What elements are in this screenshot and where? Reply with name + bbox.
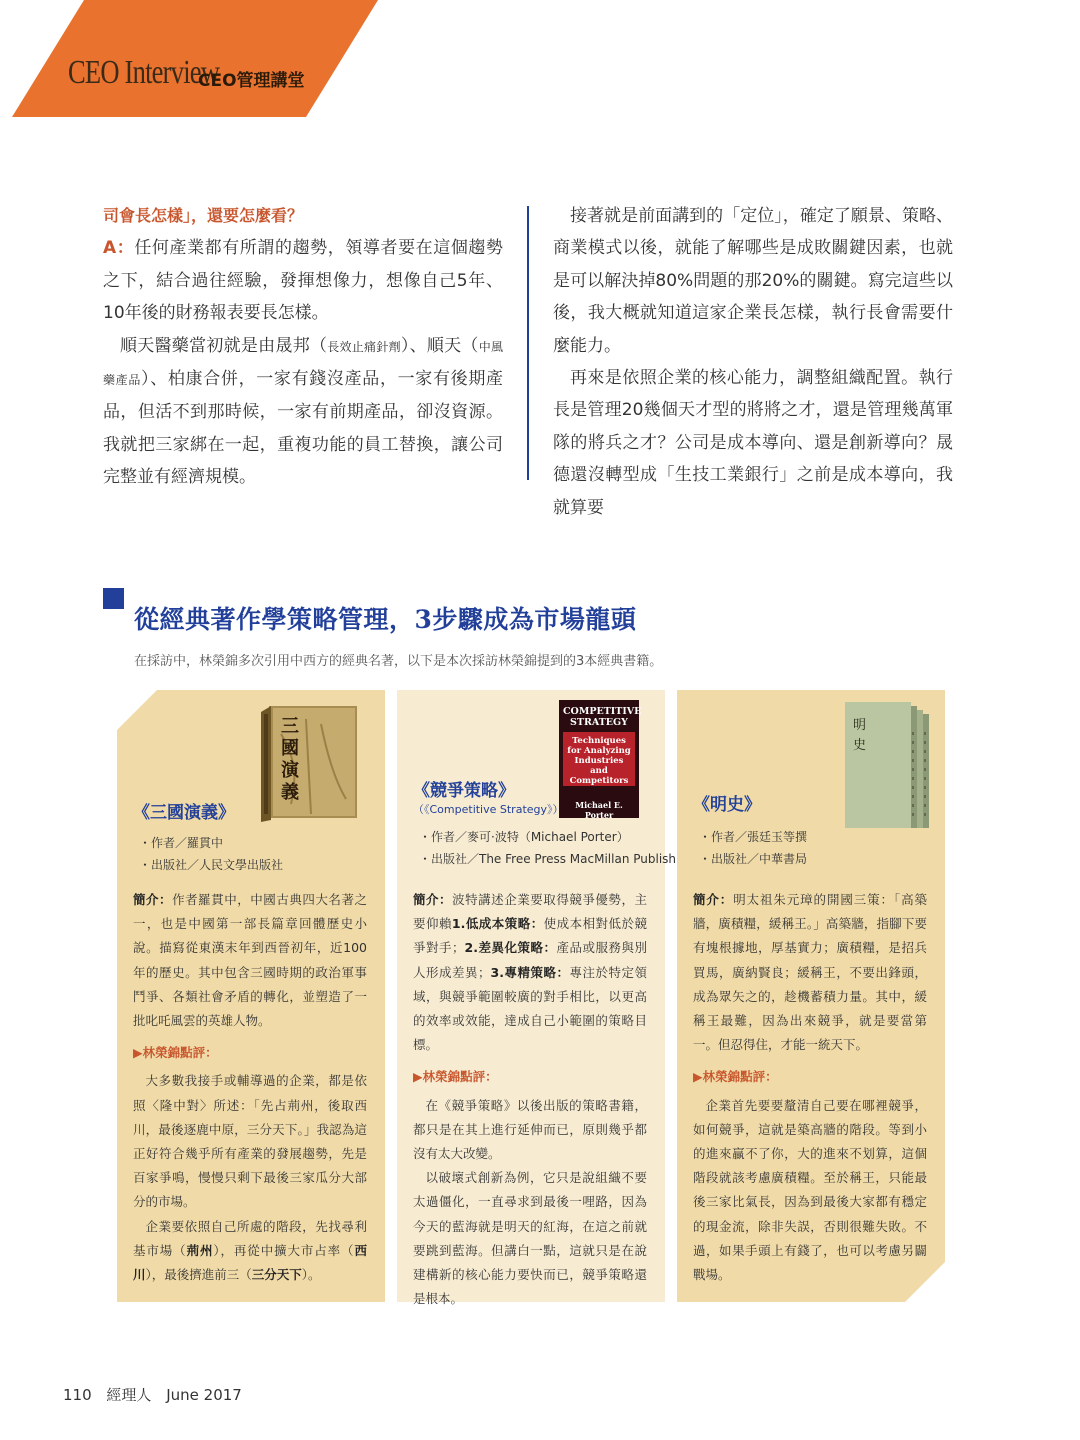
comment-text-4: ）。	[301, 1267, 321, 1283]
intro-key-3: 3.專精策略：	[490, 964, 570, 980]
merger-note-1: 長效止痛針劑	[327, 339, 401, 354]
book-author: ・作者／麥可·波特（Michael Porter）	[419, 830, 629, 844]
intro-text: 明太祖朱元璋的開國三策：「高築牆，廣積糧，緩稱王。」高築牆，指腳下要有塊根據地，厚基實力；廣積糧，是招兵買馬，廣納賢良；緩稱王，不要出鋒頭，成為眾矢之的，趁機蓄積力量。其中，緩稱王最難，因為出來競爭，就是要當第一。但忍得住，才能一統天下。	[693, 892, 927, 1053]
book-publisher: ・出版社／The Free Press MacMillan Publish	[419, 852, 677, 866]
comment-paragraph-2: 以破壞式創新為例，它只是說組織不要太過僵化，一直尋求到最後一哩路，因為今天的藍海就是明天的紅海，在這之前就要跳到藍海。但講白一點，這就只是在說建構新的核心能力要快而已，競爭策略還是根本。	[413, 1170, 647, 1307]
book-body-competitive-strategy	[413, 888, 647, 1311]
book-cover-competitive-strategy	[559, 700, 642, 820]
comment-heading: ▶林榮錦點評：	[413, 1069, 498, 1085]
book-card-sanguo	[117, 690, 385, 1302]
book-meta-mingshi	[699, 826, 807, 870]
comment-note-2: 西川	[133, 1242, 367, 1283]
book-body-sanguo	[133, 888, 367, 1287]
book-cover-mingshi	[845, 702, 931, 832]
intro-text: 作者羅貫中，中國古典四大名著之一，也是中國第一部長篇章回體歷史小說。描寫從東漢末年到西晉初年，近100年的歷史。其中包含三國時期的政治軍事鬥爭、各類社會矛盾的轉化，並塑造了一批叱吒風雲的英雄人物。	[133, 892, 367, 1029]
book-meta-competitive-strategy	[419, 826, 676, 870]
comment-text-2: ），再從中擴大市占率（	[213, 1242, 355, 1258]
book-title-en: （《Competitive Strategy》）	[413, 803, 564, 816]
section-title: 從經典著作學策略管理，3步驟成為市場龍頭	[134, 605, 637, 634]
section-banner	[0, 0, 380, 120]
book-card-mingshi	[677, 690, 945, 1302]
book-title-competitive-strategy: 《競爭策略》	[413, 781, 515, 801]
book-author: ・作者／張廷玉等撰	[699, 830, 808, 844]
section-marker	[103, 588, 124, 609]
merger-text-1: 順天醫藥當初就是由晟邦（	[120, 335, 328, 356]
book-author: ・作者／羅貫中	[139, 836, 224, 850]
intro-text-4: 專注於特定領域，與競爭範圍較廣的對手相比，以更高的效率或效能，達成自己小範圍的策略目標。	[413, 964, 647, 1053]
merger-text-2: ）、順天（	[400, 335, 479, 356]
intro-key-1: 1.低成本策略：	[451, 916, 544, 932]
banner-title-zh: CEO管理講堂	[198, 71, 305, 91]
comment-heading: ▶林榮錦點評：	[693, 1069, 778, 1085]
answer-mark: A：	[103, 238, 135, 259]
comment-paragraph-1: 在《競爭策略》以後出版的策略書籍，都只是在其上進行延伸而已，原則幾乎都沒有太大改變。	[413, 1097, 647, 1162]
page-footer	[63, 1384, 242, 1405]
cover-subtitle: Techniques for Analyzing Industries and Competitors	[567, 736, 631, 786]
book-card-competitive-strategy	[397, 690, 677, 1307]
intro-text-1: 波特講述企業要取得競爭優勢，主要仰賴	[413, 892, 647, 932]
intro-label: 簡介：	[693, 892, 734, 907]
banner-title-en: CEO Interview	[68, 54, 220, 91]
book-title-sanguo: 《三國演義》	[133, 803, 235, 823]
book-title-mingshi: 《明史》	[693, 795, 761, 815]
book-intro	[693, 888, 927, 1057]
comment-paragraph-1: 大多數我接手或輔導過的企業，都是依照〈隆中對〉所述：「先占荊州，後取西川，最後逐鹿中原，三分天下。」我認為這正好符合幾乎所有產業的發展趨勢，先是百家爭鳴，慢慢只剩下最後三家瓜分大部分的市場。	[133, 1073, 367, 1210]
comment-note-1: 荊州	[186, 1242, 214, 1258]
intro-label: 簡介：	[133, 892, 173, 907]
comment-paragraph-2	[133, 1215, 367, 1288]
book-publisher: ・出版社／人民文學出版社	[139, 858, 284, 872]
book-intro	[133, 888, 367, 1033]
magazine-name: 經理人	[106, 1386, 152, 1404]
answer-text: 任何產業都有所謂的趨勢，領導者要在這個趨勢之下，結合過往經驗，發揮想像力，想像自己5年、10年後的財務報表要長怎樣。	[103, 238, 503, 324]
merger-text-3: ）、柏康合併，一家有錢沒產品，一家有後期產品，但活不到那時候，一家有前期產品，卻沒資源。我就把三家綁在一起，重複功能的員工替換，讓公司完整並有經濟規模。	[103, 369, 503, 488]
merger-note-2: 中風藥產品	[103, 339, 503, 388]
cover-author: Michael E. Porter	[575, 800, 623, 820]
comment-text-1: 企業要依照自己所處的階段，先找尋利基市場（	[133, 1218, 367, 1258]
cover-title-mingshi: 明史	[853, 718, 867, 753]
column-divider	[527, 206, 529, 480]
comment-paragraph-1: 企業首先要要釐清自己要在哪裡競爭，如何競爭，這就是築高牆的階段。等到小的進來贏不了你，大的進來不划算，這個階段就該考慮廣積糧。至於稱王，只能最後三家比氣長，因為到最後大家都有穩定的現金流，除非失誤，否則很難失敗。不過，如果手頭上有錢了，也可以考慮另闢戰場。	[693, 1097, 927, 1283]
organization-paragraph: 再來是依照企業的核心能力，調整組織配置。執行長是管理20幾個天才型的將將之才，還是管理幾萬軍隊的將兵之才？公司是成本導向、還是創新導向？晟德還沒轉型成「生技工業銀行」之前是成本導向，我就算要	[553, 368, 953, 518]
section-subtitle: 在採訪中，林榮錦多次引用中西方的經典名著，以下是本次採訪林榮錦提到的3本經典書籍。	[134, 654, 663, 669]
book-cover-sanguo	[261, 704, 359, 822]
page-number: 110	[63, 1386, 92, 1404]
cover-title: COMPETITIVE STRATEGY	[563, 706, 642, 728]
intro-key-2: 2.差異化策略：	[464, 940, 557, 956]
question-tail: 司會長怎樣」，還要怎麼看？	[103, 206, 304, 225]
book-body-mingshi	[693, 888, 927, 1287]
issue-date: June 2017	[166, 1386, 242, 1404]
comment-note-3: 三分天下	[251, 1267, 302, 1283]
article-left-column	[103, 200, 503, 494]
book-meta-sanguo	[139, 832, 283, 876]
book-publisher: ・出版社／中華書局	[699, 852, 808, 866]
intro-label: 簡介：	[413, 892, 453, 907]
comment-heading: ▶林榮錦點評：	[133, 1045, 218, 1061]
positioning-paragraph: 接著就是前面講到的「定位」，確定了願景、策略、商業模式以後，就能了解哪些是成敗關鍵因素，也就是可以解決掉80%問題的那20%的關鍵。寫完這些以後，我大概就知道這家企業長怎樣，執行長會需要什麼能力。	[553, 206, 953, 356]
cover-title-sanguo: 三國演義	[281, 716, 299, 803]
merger-paragraph	[103, 330, 503, 494]
book-intro	[413, 888, 647, 1057]
answer-paragraph	[103, 232, 503, 329]
article-right-column	[553, 200, 953, 524]
intro-text-3: 產品或服務與別人形成差異；	[413, 940, 647, 980]
intro-text-2: 使成本相對低於競爭對手；	[413, 916, 647, 956]
comment-text-3: ），最後擠進前三（	[145, 1267, 252, 1283]
